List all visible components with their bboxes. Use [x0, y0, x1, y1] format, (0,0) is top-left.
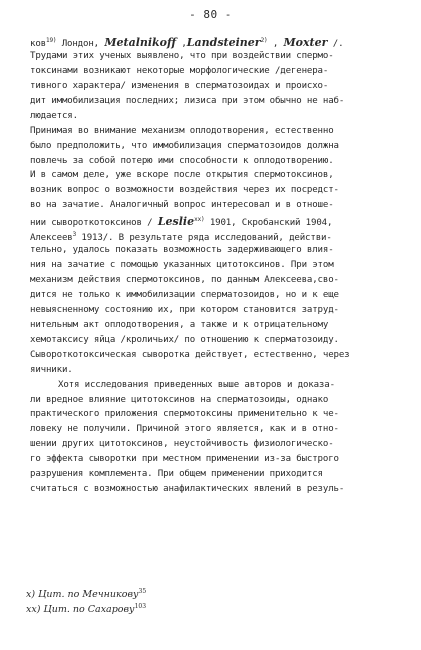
handwritten-name: Leslie — [157, 215, 195, 229]
text-line-18: дится не только к иммобилизации сперматозоидов, но и к еще — [30, 289, 339, 300]
footnote-number: 103 — [134, 603, 147, 610]
text-line-17: механизм действия спермотоксинов, по данным Алексеева,сво- — [30, 275, 339, 285]
text-fragment: Лондон, — [56, 39, 105, 49]
text-line-28: шении других цитотоксинов, неустойчивость физиологическо- — [30, 439, 334, 450]
text-line-8: было предположить, что иммобилизация сперматозоидов должна — [30, 140, 339, 151]
text-line-10: И в самом деле, уже вскоре после открытия спермотоксинов, — [30, 170, 334, 181]
footnote-ref: 3 — [72, 231, 77, 239]
text-line-6: людается. — [30, 110, 78, 121]
handwritten-name: Moxter — [283, 36, 328, 49]
text-line-19: невыясненному состоянию их, при котором становится затруд- — [30, 304, 339, 315]
footnote-number: 35 — [138, 588, 147, 595]
text-line-2: Трудами этих ученых выявлено, что при воздействии спермо- — [30, 50, 334, 61]
text-fragment: ков — [30, 39, 46, 49]
footnote-2 — [26, 599, 416, 614]
text-line-14 — [30, 228, 414, 243]
text-line-26: практического приложения спермотоксины применительно к че- — [30, 409, 339, 420]
text-line-15: тельно, удалось показать возможность задерживающего влия- — [30, 245, 334, 256]
text-line-12: во на зачатие. Аналогичный вопрос интересовал и в отноше- — [30, 200, 334, 211]
footnote-ref: 19) — [45, 37, 57, 44]
text-line-21: хемотаксису яйца /кроличьих/ по отношению к сперматозоиду. — [30, 334, 339, 345]
text-line-13 — [30, 213, 414, 228]
text-line-3: токсинами возникают некоторые морфологические /дегенера- — [30, 65, 329, 76]
text-line-20: нительным акт оплодотворения, а также и к отрицательному — [30, 319, 329, 330]
footnote-1 — [26, 584, 416, 599]
text-fragment: , — [176, 39, 187, 49]
text-line-4: тивного характера/ изменения в сперматозоидах и происхо- — [30, 80, 329, 91]
text-line-1 — [30, 34, 414, 49]
page-number: - 80 - — [189, 8, 232, 21]
text-line-30: разрушения комплемента. При общем применении приходится — [30, 469, 323, 480]
handwritten-name: Metalnikoff — [104, 36, 177, 49]
footnote-mark: xx) — [26, 604, 41, 615]
handwritten-name: Landsteiner — [186, 36, 261, 49]
text-fragment: 1913/. В результате ряда исследований, действи- — [76, 233, 332, 244]
text-fragment: , — [267, 39, 284, 49]
footnote-mark: x) — [26, 589, 36, 600]
text-line-7: Принимая во внимание механизм оплодотворения, естественно — [30, 125, 334, 136]
text-line-16: ния на зачатие с помощью указанных цитотоксинов. При этом — [30, 260, 334, 271]
footnote-ref: xx) — [194, 216, 205, 224]
footnote-text: Цит. по Мечникову — [38, 589, 139, 600]
text-line-23: яичники. — [30, 364, 73, 375]
text-line-31: считаться с возможностью анафилактических явлений в резуль- — [30, 484, 345, 495]
text-line-27: ловеку не получили. Причиной этого является, как и в отно- — [30, 424, 339, 435]
text-line-11: возник вопрос о возможности воздействия через их посредст- — [30, 185, 339, 196]
text-fragment: /. — [327, 39, 344, 49]
text-line-9: повлечь за собой потерю ими способности к оплодотворению. — [30, 155, 334, 166]
text-line-29: го эффекта сыворотки при местном применении из-за быстрого — [30, 454, 339, 465]
footnote-ref: 2) — [260, 37, 268, 44]
text-line-25: ли вредное влияние цитотоксинов на сперматозоиды, однако — [30, 394, 329, 405]
footnotes — [26, 584, 416, 614]
text-fragment: Алексеев — [30, 233, 73, 244]
text-line-5: дит иммобилизация последних; лизиса при этом обычно не наб- — [30, 95, 345, 106]
footnote-text: Цит. по Сахарову — [43, 604, 135, 615]
text-fragment: 1901, Скробанский 1904, — [204, 218, 333, 229]
text-line-22: Сывороткотоксическая сыворотка действует, естественно, через — [30, 349, 350, 360]
text-fragment: нии сывороткотоксинов / — [30, 218, 158, 229]
body-text — [30, 34, 414, 497]
text-line-24: Хотя исследования приведенных выше авторов и доказа- — [58, 379, 335, 390]
